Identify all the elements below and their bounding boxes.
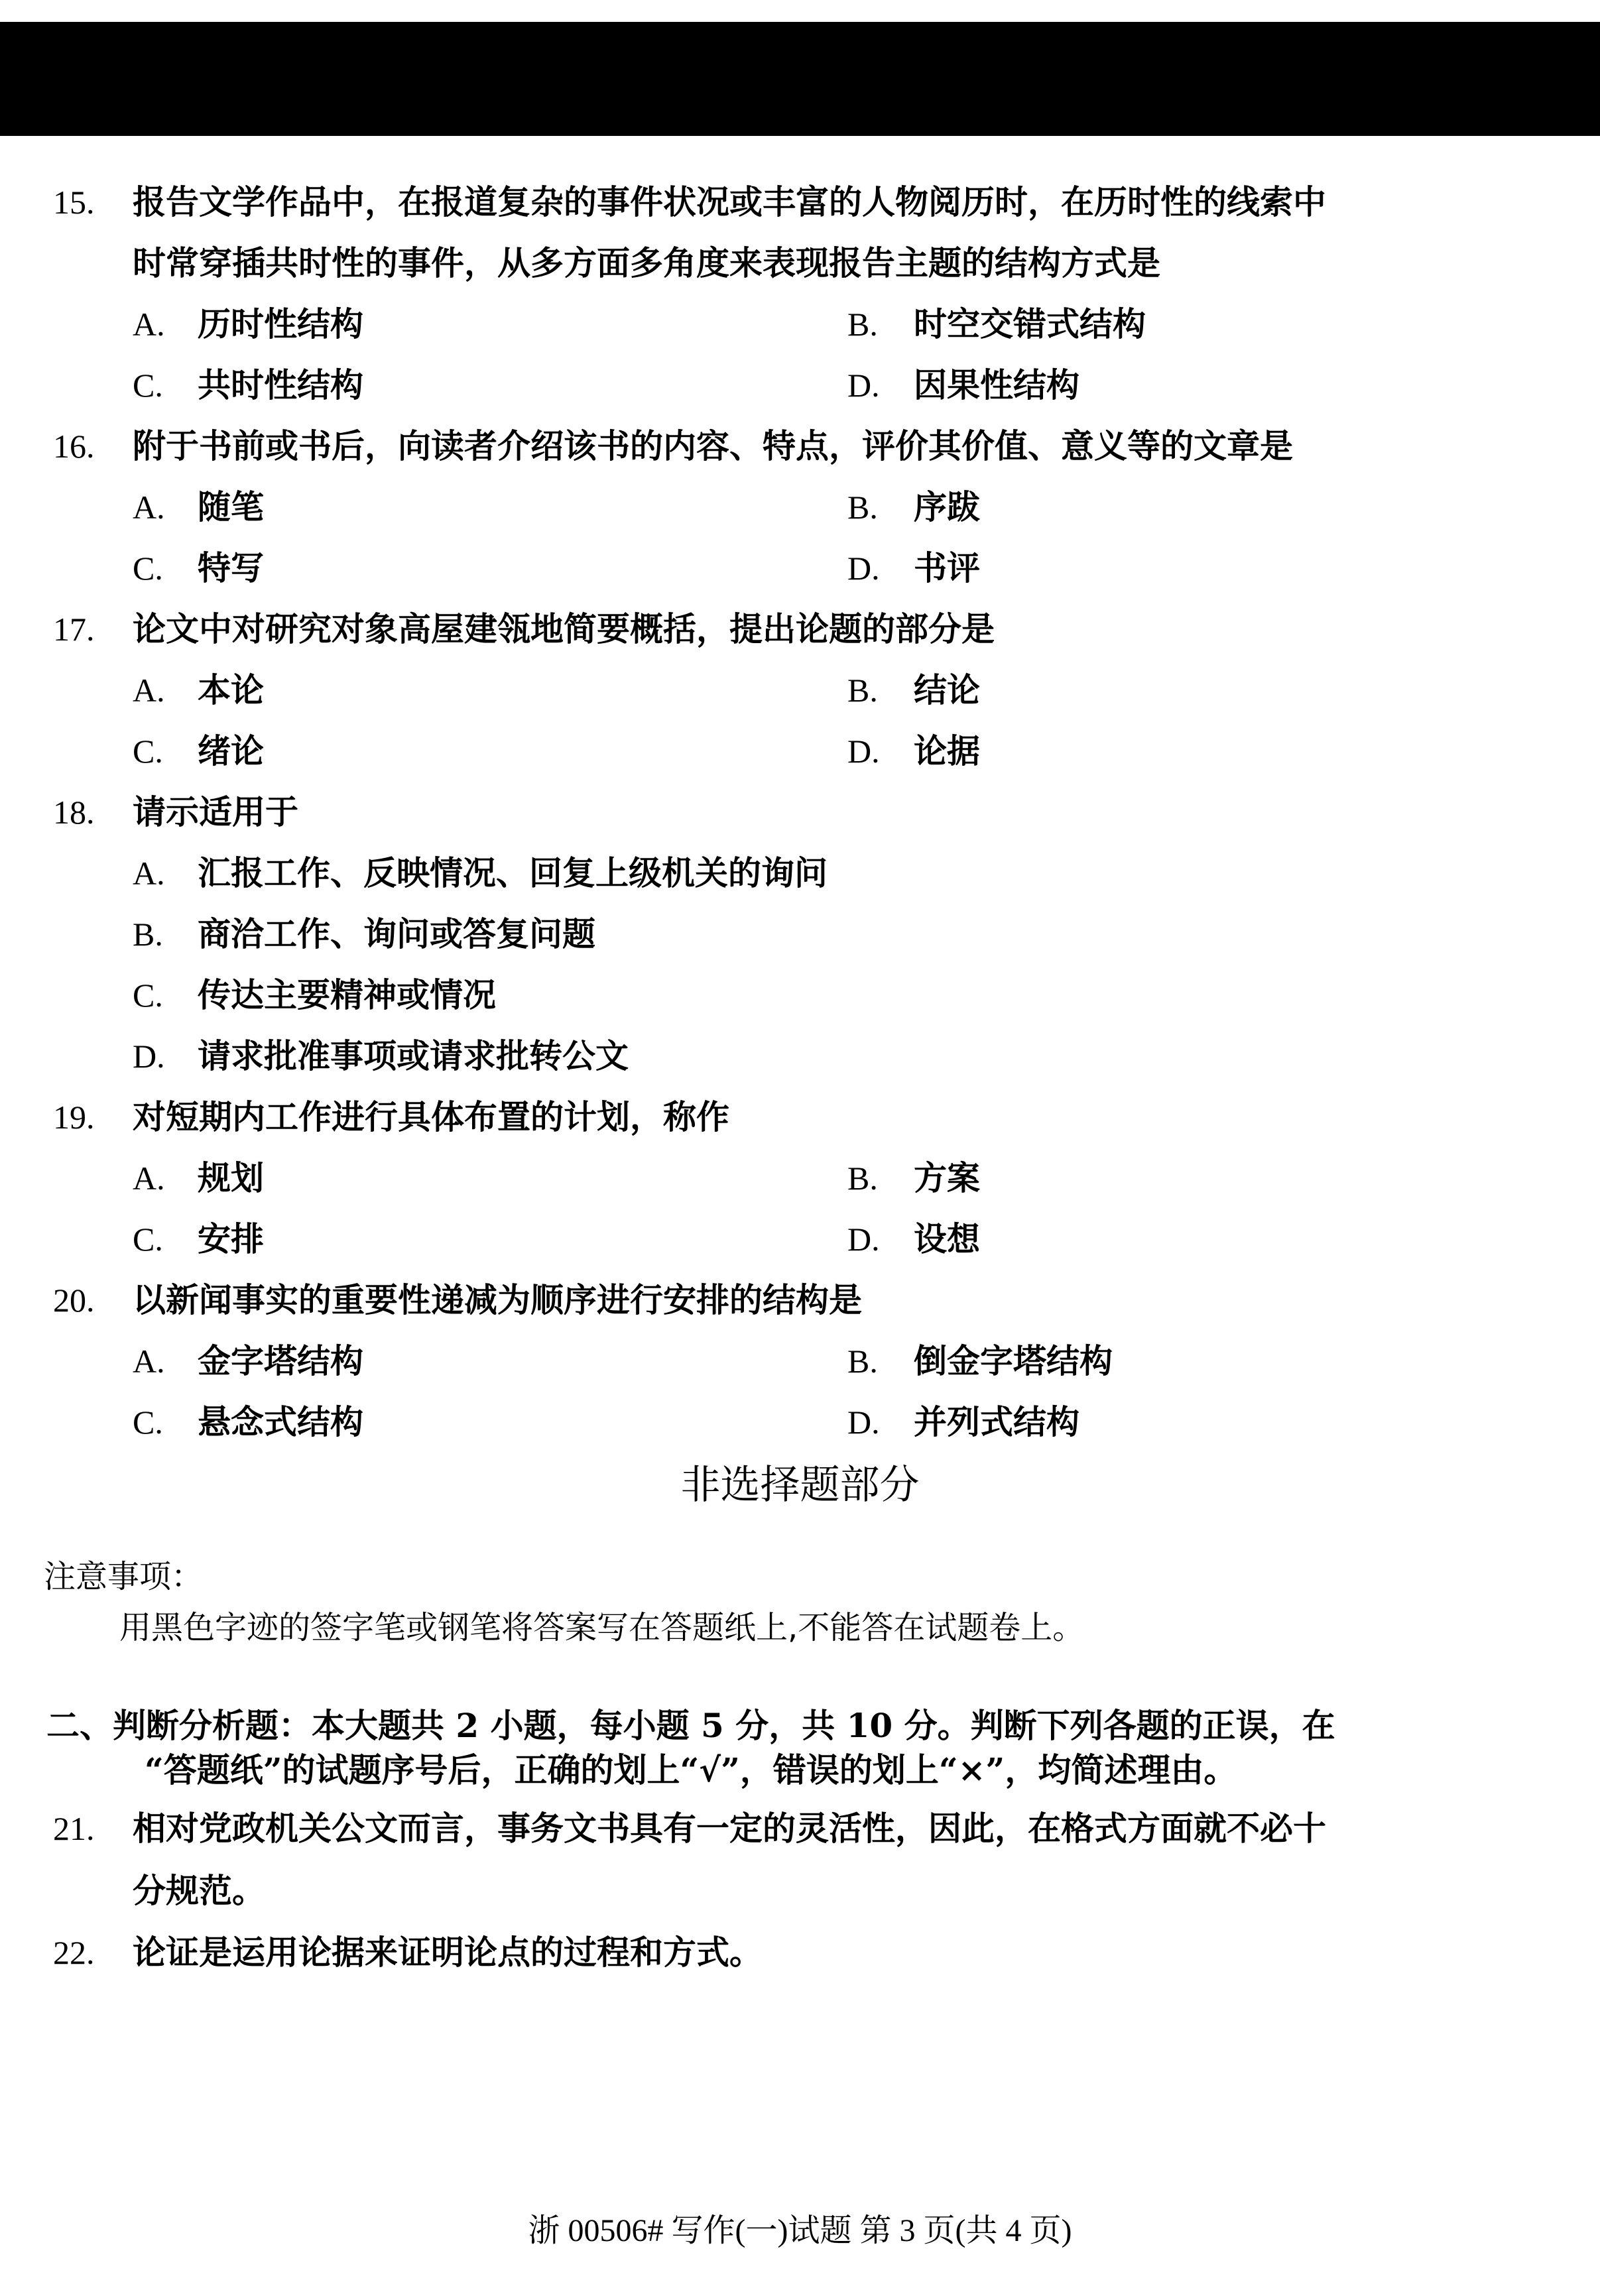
option-letter: B. xyxy=(847,489,878,526)
option-letter: C. xyxy=(133,550,163,587)
option-letter: A. xyxy=(133,306,165,343)
option-text: 方案 xyxy=(914,1158,980,1197)
option-letter: C. xyxy=(133,977,163,1014)
question-text: 对短期内工作进行具体布置的计划，称作 xyxy=(133,1097,729,1136)
option-letter: A. xyxy=(133,1343,165,1380)
option-text: 因果性结构 xyxy=(914,365,1079,404)
option-text: 传达主要精神或情况 xyxy=(198,975,496,1014)
option-text: 特写 xyxy=(198,548,264,587)
option-text: 结论 xyxy=(914,670,980,709)
option-text: 请求批准事项或请求批转公文 xyxy=(198,1036,629,1075)
option-text: 安排 xyxy=(198,1219,264,1258)
option-text: 书评 xyxy=(914,548,980,587)
option-text: 绪论 xyxy=(198,731,264,770)
option-letter: B. xyxy=(847,1343,878,1380)
question-text: 论证是运用论据来证明论点的过程和方式。 xyxy=(133,1933,763,1972)
option-letter: A. xyxy=(133,489,165,526)
option-letter: D. xyxy=(133,1038,165,1075)
option-text: 设想 xyxy=(914,1219,980,1258)
option-text: 倒金字塔结构 xyxy=(914,1341,1113,1380)
question-text: 附于书前或书后，向读者介绍该书的内容、特点，评价其价值、意义等的文章是 xyxy=(133,426,1293,465)
question-text: 时常穿插共时性的事件，从多方面多角度来表现报告主题的结构方式是 xyxy=(133,243,1160,282)
option-letter: D. xyxy=(847,1404,880,1441)
option-letter: D. xyxy=(847,733,880,770)
option-text: 商洽工作、询问或答复问题 xyxy=(198,914,595,953)
question-text: 报告文学作品中，在报道复杂的事件状况或丰富的人物阅历时，在历时性的线索中 xyxy=(133,182,1326,221)
option-text: 汇报工作、反映情况、回复上级机关的询问 xyxy=(198,853,828,892)
question-text: 以新闻事实的重要性递减为顺序进行安排的结构是 xyxy=(133,1280,862,1319)
question-number: 15. xyxy=(53,184,95,221)
redaction-bar xyxy=(0,22,1600,136)
option-letter: B. xyxy=(133,916,163,953)
option-letter: A. xyxy=(133,672,165,709)
part2-instructions-line1: 二、判断分析题：本大题共 2 小题，每小题 5 分，共 10 分。判断下列各题的正误，在 xyxy=(46,1706,1335,1745)
option-text: 金字塔结构 xyxy=(198,1341,363,1380)
question-number: 22. xyxy=(53,1934,95,1971)
question-number: 16. xyxy=(53,428,95,465)
option-letter: B. xyxy=(847,672,878,709)
option-text: 并列式结构 xyxy=(914,1402,1079,1441)
notice-heading: 注意事项： xyxy=(44,1558,204,1595)
question-number: 19. xyxy=(53,1099,95,1136)
question-text: 请示适用于 xyxy=(133,792,298,831)
part2-instructions-line2: “答题纸”的试题序号后，正确的划上“√”，错误的划上“×”，均简述理由。 xyxy=(145,1750,1237,1789)
question-number: 17. xyxy=(53,611,95,648)
option-letter: A. xyxy=(133,1160,165,1197)
notice-body: 用黑色字迹的签字笔或钢笔将答案写在答题纸上,不能答在试题卷上。 xyxy=(119,1609,1085,1646)
option-text: 论据 xyxy=(914,731,980,770)
option-text: 规划 xyxy=(198,1158,264,1197)
option-letter: C. xyxy=(133,1221,163,1258)
option-text: 序跋 xyxy=(914,487,980,526)
question-text: 分规范。 xyxy=(133,1871,265,1910)
option-letter: B. xyxy=(847,1160,878,1197)
option-letter: D. xyxy=(847,367,880,404)
option-text: 历时性结构 xyxy=(198,304,363,343)
page-footer: 浙 00506# 写作(一)试题 第 3 页(共 4 页) xyxy=(528,2213,1072,2248)
option-letter: C. xyxy=(133,367,163,404)
option-text: 悬念式结构 xyxy=(198,1402,363,1441)
question-number: 21. xyxy=(53,1810,95,1847)
option-letter: C. xyxy=(133,733,163,770)
option-letter: D. xyxy=(847,550,880,587)
question-number: 20. xyxy=(53,1282,95,1319)
option-letter: D. xyxy=(847,1221,880,1258)
option-text: 共时性结构 xyxy=(198,365,363,404)
section-title: 非选择题部分 xyxy=(680,1462,920,1508)
option-letter: B. xyxy=(847,306,878,343)
option-text: 本论 xyxy=(198,670,264,709)
question-text: 论文中对研究对象高屋建瓴地简要概括，提出论题的部分是 xyxy=(133,609,995,648)
question-number: 18. xyxy=(53,794,95,831)
option-letter: C. xyxy=(133,1404,163,1441)
option-letter: A. xyxy=(133,855,165,892)
option-text: 随笔 xyxy=(198,487,264,526)
question-text: 相对党政机关公文而言，事务文书具有一定的灵活性，因此，在格式方面就不必十 xyxy=(133,1809,1326,1848)
option-text: 时空交错式结构 xyxy=(914,304,1146,343)
